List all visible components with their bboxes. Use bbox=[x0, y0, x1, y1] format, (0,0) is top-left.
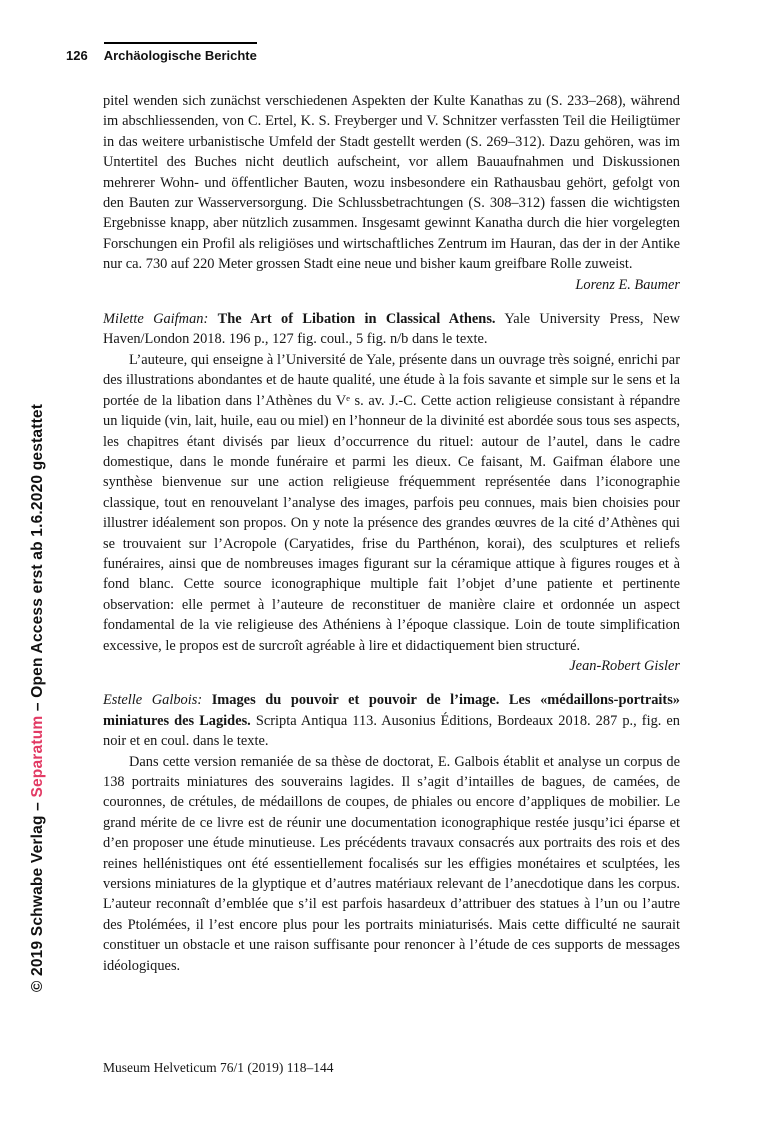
page-header bbox=[66, 42, 257, 63]
running-head-title: Archäologische Berichte bbox=[103, 48, 257, 63]
review-title-galbois: Images du pouvoir et pouvoir de l’image. Les «médaillons-portraits» miniatures des Lagides. bbox=[103, 692, 680, 729]
review-galbois-paragraph: Dans cette version remaniée de sa thèse de doctorat, E. Galbois établit et analyse un corpus de 138 portraits miniatures des souverains lagides. Il s’agit d’intailles de bagues, de camées, de couronnes, de crétules, de médaillons de coupes, de phiales ou encore d’appliques de mobilier. Le grand mérite de ce livre est de réunir une documentation iconographique restée jusqu’ici éparse et d’en proposer une étude minutieuse. Les précédents travaux consacrés aux portraits des rois et des reines hellénistiques ont été essentiellement focalisés sur les effigies monétaires et sculptées, les versions miniatures de la glyptique et d’autres matériaux relevant de l’anecdotique dans les corpus. L’auteur reconnaît d’emblée que s’il est parfois hasardeux d’attribuer des statues à l’un ou l’autre des Ptolémées, il l’est encore plus pour les portraits miniaturisés. Mais cette difficulté ne saurait constituer un obstacle et une raison suffisante pour renoncer à l’étude de ces supports de messages idéologiques. bbox=[103, 753, 680, 974]
review-author-galbois: Estelle Galbois: bbox=[103, 692, 212, 709]
page-footer bbox=[103, 1060, 333, 1076]
review-imprint-gaifman: Yale University Press, New Haven/London 2018. 196 p., 127 fig. coul., 5 fig. n/b dans le texte. bbox=[103, 311, 680, 348]
journal-citation: Museum Helveticum 76/1 (2019) 118–144 bbox=[103, 1060, 334, 1075]
review-gaifman-paragraph: L’auteure, qui enseigne à l’Université de Yale, présente dans un ouvrage très soigné, enrichi par des illustrations abondantes et de haute qualité, une étude à la fois savante et simple sur le sens et la portée de la libation dans l’Athènes du Vᵉ s. av. J.-C. Cette action religieuse consistant à répandre un liquide (vin, lait, huile, eau ou miel) en l’honneur de la divinité est abordée sous tous ses aspects, les chapitres étant divisés par lieux d’occurrence du rituel: autour de l’autel, dans le cadre domestique, dans le monde funéraire et parmi les dieux. Ce faisant, M. Gaifman élabore une synthèse bienvenue sur une action religieuse fréquemment représentée dans l’iconographie classique, tout en renouvelant l’analyse des images, parfois peu connues, mais bien choisies pour illustrer idéalement son propos. On y note la présence des grandes œuvres de la cité d’Athènes qui se trouvaient sur l’Acropole (Caryatides, frise du Parthénon, korai), des sculptures et reliefs funéraires, ainsi que de nombreuses images figurant sur la céramique attique à figures rouges et à fond blanc. Cette source iconographique multiple fait l’objet d’une patiente et pertinente observation: elle permet à l’auteure de reconstituer de manière claire et ordonnée un aspect fondamental de la vie religieuse des Athéniens à l’époque classique. Loin de toute simplification excessive, le propos est de surcroît agréable à lire et didactiquement bien structuré. bbox=[103, 351, 680, 654]
review-title-gaifman: The Art of Libation in Classical Athens. bbox=[217, 311, 496, 328]
reviewer-signature-baumer: Lorenz E. Baumer bbox=[575, 276, 680, 293]
page-number: 126 bbox=[66, 47, 88, 63]
copyright-sidebar bbox=[29, 404, 47, 992]
page-body bbox=[103, 91, 680, 976]
review-baumer-paragraph: pitel wenden sich zunächst verschiedenen Aspekten der Kulte Kanathas zu (S. 233–268), während im abschliessenden, von C. Ertel, K. S. Freyberger und V. Schnitzer verfassten Teil die Heiligtümer in das weitere urbanistische Umfeld der Stadt gestellt werden (S. 269–312). Dazu gehören, was im Untertitel des Buches nicht deutlich aufscheint, vor allem Bauaufnahmen und Diskussionen mehrerer Wohn- und öffentlicher Bauten, wozu insbesondere ein Rathausbau gehört, gefolgt von den Bauten zur Wasserversorgung. Die Schlussbetrachtungen (S. 308–312) fassen die wichtigsten Ergebnisse knapp, aber nützlich zusammen. Insgesamt gewinnt Kanatha durch die hier vorgelegten Forschungen ein Profil als religiöses und wirtschaftliches Zentrum im Hauran, das der in der Antike nur ca. 730 auf 220 Meter grossen Stadt eine neue und bisher kaum greifbare Rolle zuweist. bbox=[103, 93, 680, 273]
reviewer-signature-gisler: Jean-Robert Gisler bbox=[569, 657, 680, 674]
separatum-label: Separatum bbox=[29, 715, 46, 798]
review-imprint-galbois: Scripta Antiqua 113. Ausonius Éditions, Bordeaux 2018. 287 p., fig. en noir et en coul. dans le texte. bbox=[103, 712, 680, 750]
review-heading-galbois bbox=[103, 690, 680, 751]
copyright-suffix: – Open Access erst ab 1.6.2020 gestattet bbox=[29, 403, 46, 716]
review-author-gaifman: Milette Gaifman: bbox=[103, 311, 218, 328]
running-head-rule bbox=[104, 42, 257, 63]
copyright-prefix: © 2019 Schwabe Verlag – bbox=[29, 797, 46, 993]
review-heading-gaifman bbox=[103, 309, 680, 350]
